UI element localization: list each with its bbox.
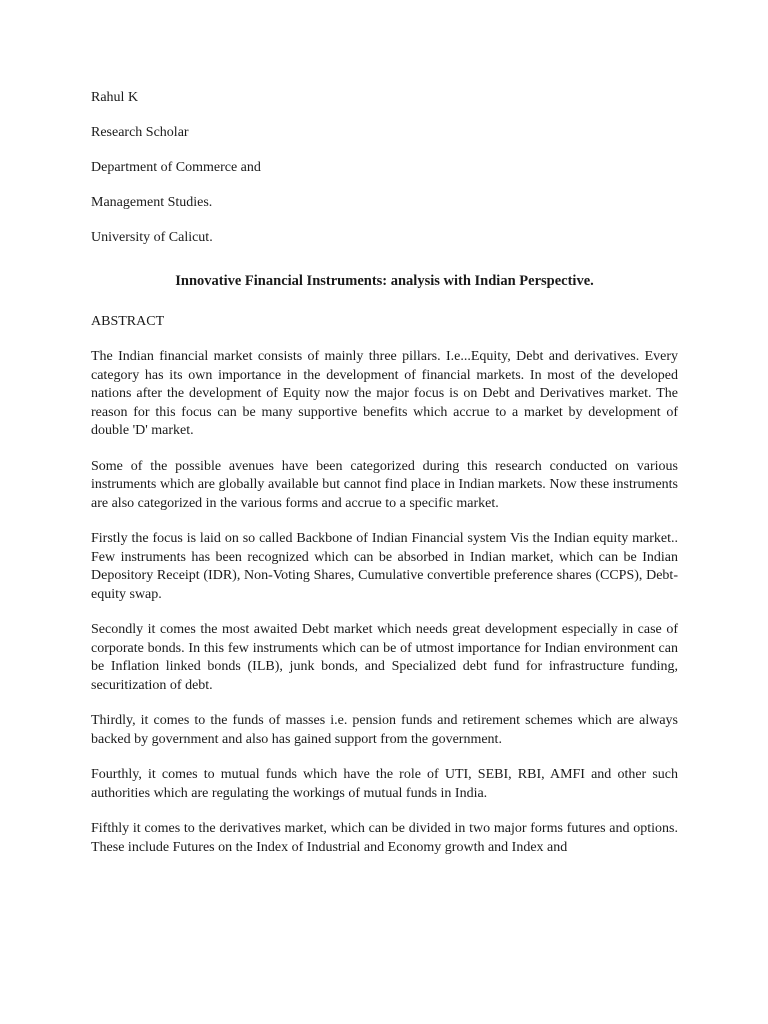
author-position: Research Scholar bbox=[91, 125, 189, 140]
abstract-paragraph-3: Firstly the focus is laid on so called Backbone of Indian Financial system Vis the Indian equity market.. Few instruments has been recognized which can be absorbed in Indian market, which can be Indian Depository Receipt (IDR), Non-Voting Shares, Cumulative convertible preference shares (CCPS), Debt-equity swap. bbox=[91, 531, 678, 602]
author-department-line2: Management Studies. bbox=[91, 195, 213, 210]
abstract-body bbox=[91, 348, 678, 874]
author-block bbox=[91, 89, 681, 264]
abstract-paragraph-7: Fifthly it comes to the derivatives market, which can be divided in two major forms futures and options. These include Futures on the Index of Industrial and Economy growth and Index and bbox=[91, 821, 678, 855]
abstract-paragraph-6: Fourthly, it comes to mutual funds which have the role of UTI, SEBI, RBI, AMFI and other such authorities which are regulating the workings of mutual funds in India. bbox=[91, 767, 678, 801]
author-name: Rahul K bbox=[91, 90, 139, 105]
author-university: University of Calicut. bbox=[91, 230, 213, 245]
paper-title: Innovative Financial Instruments: analysis with Indian Perspective. bbox=[175, 273, 594, 289]
abstract-paragraph-2: Some of the possible avenues have been categorized during this research conducted on various instruments which are globally available but cannot find place in Indian markets. Now these instruments are also categorized in the various forms and accrue to a specific market. bbox=[91, 458, 678, 511]
abstract-paragraph-5: Thirdly, it comes to the funds of masses i.e. pension funds and retirement schemes which are always backed by government and also has gained support from the government. bbox=[91, 713, 678, 747]
abstract-heading: ABSTRACT bbox=[91, 314, 165, 329]
author-department-line1: Department of Commerce and bbox=[91, 160, 261, 175]
abstract-paragraph-4: Secondly it comes the most awaited Debt market which needs great development especially in case of corporate bonds. In this few instruments which can be of utmost importance for Indian environment can be Inflation linked bonds (ILB), junk bonds, and Specialized debt fund for infrastructure funding, securitization of debt. bbox=[91, 622, 678, 693]
abstract-paragraph-1: The Indian financial market consists of mainly three pillars. I.e...Equity, Debt and derivatives. Every category has its own importance in the development of financial markets. In most of the developed nations after the development of Equity now the major focus is on Debt and Derivatives market. The reason for this focus can be many supportive benefits which accrue to a market by development of double 'D' market. bbox=[91, 349, 678, 438]
